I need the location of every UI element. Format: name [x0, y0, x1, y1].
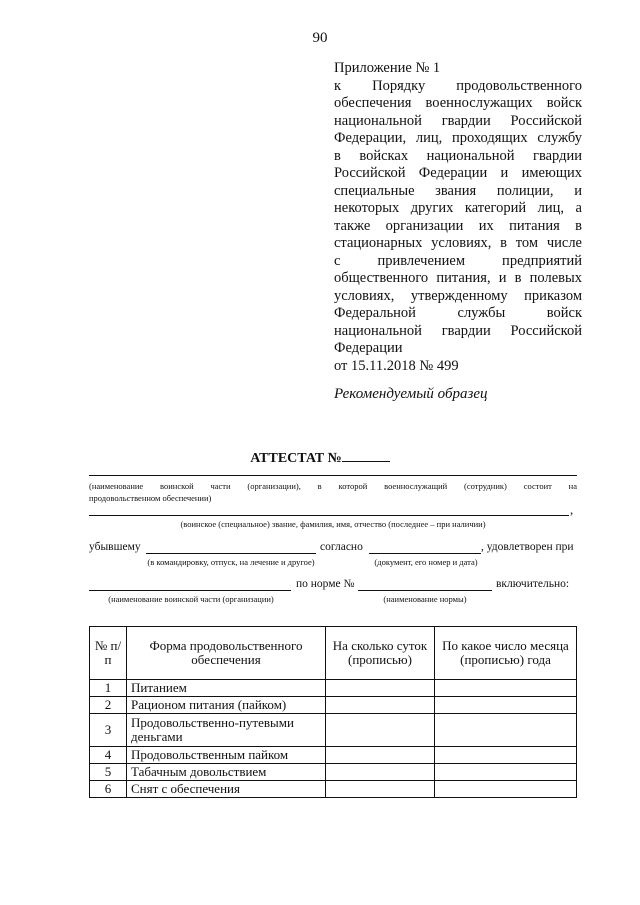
- table-row: [90, 764, 577, 781]
- row-number: 1: [90, 680, 127, 697]
- row-number: 5: [90, 764, 127, 781]
- header-form: Форма продовольственного обеспечения: [127, 627, 326, 680]
- row-days-cell[interactable]: [326, 764, 435, 781]
- row-number: 4: [90, 747, 127, 764]
- departed-destination-field[interactable]: [146, 553, 316, 554]
- row-until-date-cell[interactable]: [435, 697, 577, 714]
- appendix-line: некоторых других категорий лиц, а: [334, 200, 582, 216]
- row-form: Табачным довольствием: [127, 764, 326, 781]
- appendix-line: стационарных условиях, в том числе: [334, 235, 582, 251]
- appendix-line: к Порядку продовольственного: [334, 77, 582, 94]
- row-until-date-cell[interactable]: [435, 747, 577, 764]
- rank-line-comma: ,: [570, 502, 574, 517]
- provision-table: [89, 626, 577, 798]
- header-days: На сколько суток (прописью): [326, 627, 435, 680]
- norm-caption: (наименование нормы): [383, 594, 467, 604]
- table-row: [90, 680, 577, 697]
- recommended-sample-label: Рекомендуемый образец: [334, 386, 488, 402]
- header-number: № п/п: [90, 627, 127, 680]
- appendix-line: обеспечения военнослужащих войск: [334, 95, 582, 111]
- row-number: 6: [90, 781, 127, 798]
- row-form: Питанием: [127, 680, 326, 697]
- appendix-line: Российской Федерации и имеющих: [334, 165, 582, 181]
- row-until-date-cell[interactable]: [435, 714, 577, 747]
- norm-name-field[interactable]: [358, 590, 492, 591]
- appendix-line: также организации их питания в: [334, 217, 582, 234]
- appendix-line: Федеральной службы войск: [334, 305, 582, 321]
- unit-caption-short: (наименование воинской части (организации): [108, 594, 274, 604]
- table-row: [90, 714, 577, 747]
- table-header-row: [90, 627, 577, 680]
- row-form: Рационом питания (пайком): [127, 697, 326, 714]
- appendix-line: национальной гвардии Российской: [334, 322, 582, 339]
- row-days-cell[interactable]: [326, 697, 435, 714]
- unit-name-line[interactable]: [89, 475, 577, 476]
- table-row: [90, 747, 577, 764]
- appendix-line: Федерации, лиц, проходящих службу: [334, 130, 582, 146]
- departed-label: убывшему: [89, 541, 141, 553]
- attestation-number-blank[interactable]: [342, 449, 390, 462]
- unit-name-short-field[interactable]: [89, 590, 291, 591]
- document-title-text: АТТЕСТАТ №: [250, 451, 342, 466]
- row-form: Снят с обеспечения: [127, 781, 326, 798]
- rank-caption: (воинское (специальное) звание, фамилия, имя, отчество (последнее – при наличии): [180, 519, 486, 529]
- row-days-cell[interactable]: [326, 714, 435, 747]
- rank-name-line[interactable]: [89, 515, 569, 516]
- satisfied-label: , удовлетворен при: [481, 541, 574, 553]
- row-number: 3: [90, 714, 127, 747]
- document-title: [0, 449, 640, 467]
- appendix-line: условиях, утвержденному приказом: [334, 287, 582, 304]
- appendix-line: национальной гвардии Российской: [334, 112, 582, 129]
- appendix-line: общественного питания, и в полевых: [334, 270, 582, 286]
- row-days-cell[interactable]: [326, 680, 435, 697]
- row-number: 2: [90, 697, 127, 714]
- appendix-line: от 15.11.2018 № 499: [334, 357, 459, 374]
- norm-label: по норме №: [296, 578, 355, 590]
- appendix-line: Приложение № 1: [334, 60, 441, 76]
- row-until-date-cell[interactable]: [435, 781, 577, 798]
- inclusive-label: включительно:: [496, 578, 570, 590]
- header-until-date: По какое число месяца (прописью) года: [435, 627, 577, 680]
- appendix-heading: [334, 60, 582, 375]
- row-days-cell[interactable]: [326, 747, 435, 764]
- appendix-line: Федерации: [334, 340, 403, 356]
- row-days-cell[interactable]: [326, 781, 435, 798]
- appendix-line: в войсках национальной гвардии: [334, 147, 582, 164]
- document-field[interactable]: [369, 553, 481, 554]
- row-until-date-cell[interactable]: [435, 764, 577, 781]
- departed-caption: (в командировку, отпуск, на лечение и другое): [147, 557, 315, 567]
- appendix-line: с привлечением предприятий: [334, 252, 582, 269]
- unit-caption-line2: продовольственном обеспечении): [89, 493, 212, 503]
- table-row: [90, 781, 577, 798]
- document-caption: (документ, его номер и дата): [374, 557, 478, 567]
- row-form: Продовольственно-путевыми деньгами: [127, 714, 326, 747]
- appendix-line: специальные звания полиции, и: [334, 182, 582, 199]
- row-form: Продовольственным пайком: [127, 747, 326, 764]
- unit-caption-line1: (наименование воинской части (организации), в которой военнослужащий (сотрудник) состоит на: [89, 481, 577, 491]
- table-row: [90, 697, 577, 714]
- according-label: согласно: [320, 541, 363, 553]
- row-until-date-cell[interactable]: [435, 680, 577, 697]
- page-number: 90: [312, 30, 328, 46]
